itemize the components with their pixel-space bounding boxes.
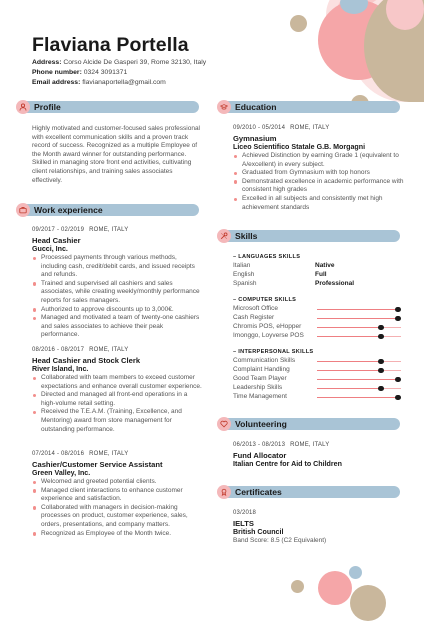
volunteering-meta: 06/2013 - 08/2013 ROME, ITALY	[233, 442, 330, 448]
section-title: Volunteering	[235, 419, 287, 429]
list-item: Graduated from Gymnasium with top honors	[233, 169, 405, 178]
job-bullets	[32, 374, 202, 434]
section-title: Certificates	[235, 487, 282, 497]
skill-row: Time Management	[233, 393, 287, 402]
profile-summary: Highly motivated and customer-focused sales professional with excellent communication skills and a proven track record of success. Recognized as a multiple Employee of the Month award winner for outstanding performance. Skilled in managing store front end activities, cultivating client relationships, and training sales associates effectively.	[32, 125, 201, 184]
list-item: Collaborated with team members to exceed customer expectations and enhance overall customer experience.	[32, 374, 202, 391]
section-title: Education	[235, 102, 277, 112]
candidate-name: Flaviana Portella	[32, 34, 189, 56]
section-header-profile	[16, 100, 199, 114]
list-item: Demonstrated excellence in academic performance with consistent high grades	[233, 178, 405, 195]
language-row: Italian Native	[233, 262, 335, 269]
job-meta: 07/2014 - 08/2016 ROME, ITALY	[32, 451, 129, 457]
contact-phone: Phone number: 0324 3091371	[32, 69, 128, 76]
section-header-volunteering	[217, 417, 400, 431]
section-title: Work experience	[34, 205, 103, 215]
list-item: Authorized to approve discounts up to 3,000€.	[32, 306, 202, 315]
list-item: Welcomed and greeted potential clients.	[32, 478, 202, 487]
certificate-name: IELTS	[233, 519, 254, 528]
education-school: Liceo Scientifico Statale G.B. Morgagni	[233, 143, 366, 151]
list-item: Recognized as Employee of the Month twice.	[32, 530, 202, 539]
skill-level-bar	[317, 361, 401, 362]
skill-level-bar	[317, 327, 401, 328]
certificate-issuer: British Council	[233, 528, 284, 536]
skill-row: Imonggo, Loyverse POS	[233, 332, 304, 341]
contact-address: Address: Corso Alcide De Gasperi 39, Rome 32130, Italy	[32, 59, 207, 66]
job-title: Head Cashier	[32, 236, 81, 245]
job-company: Green Valley, Inc.	[32, 469, 91, 477]
skill-row: Leadership Skills	[233, 384, 282, 393]
skill-level-bar	[317, 370, 401, 371]
list-item: Managed client interactions to enhance customer experience and satisfaction.	[32, 487, 202, 504]
skill-level-bar	[317, 309, 401, 310]
skill-level-bar	[317, 336, 401, 337]
skill-row: Microsoft Office	[233, 305, 278, 314]
interpersonal-skills-subheading: – INTERPERSONAL SKILLS	[233, 349, 314, 355]
skill-level-bar	[317, 388, 401, 389]
job-meta: 09/2017 - 02/2019 ROME, ITALY	[32, 227, 129, 233]
skill-row: Complaint Handling	[233, 366, 290, 375]
education-bullets	[233, 152, 405, 212]
job-title: Cashier/Customer Service Assistant	[32, 460, 163, 469]
skill-level-bar	[317, 397, 401, 398]
list-item: Managed and motivated a team of twenty-one cashiers and sales associates to achieve their peak performance.	[32, 314, 202, 340]
section-header-work-experience	[16, 203, 199, 217]
heart-icon	[217, 417, 231, 431]
list-item: Excelled in all subjects and consistently met high achievement standards	[233, 195, 405, 212]
contact-email: Email address: flavianaportella@gmail.com	[32, 79, 166, 86]
skill-row: Good Team Player	[233, 375, 287, 384]
list-item: Processed payments through various methods, including cash, credit/debit cards, and issued receipts and refunds.	[32, 254, 202, 280]
section-title: Profile	[34, 102, 61, 112]
certificate-detail: Band Score: 8.5 (C2 Equivalent)	[233, 537, 327, 544]
skill-level-bar	[317, 318, 401, 319]
education-meta: 09/2010 - 05/2014 ROME, ITALY	[233, 125, 330, 131]
section-header-education	[217, 100, 400, 114]
job-company: Gucci, Inc.	[32, 245, 68, 253]
languages-subheading: – LANGUAGES SKILLS	[233, 254, 301, 260]
graduation-cap-icon	[217, 100, 231, 114]
list-item: Trained and supervised all cashiers and sales associates, while creating weekly/monthly performance reports for sales managers.	[32, 280, 202, 306]
job-meta: 08/2016 - 08/2017 ROME, ITALY	[32, 347, 129, 353]
skill-level-bar	[317, 379, 401, 380]
briefcase-icon	[16, 203, 30, 217]
job-company: River Island, Inc.	[32, 365, 89, 373]
volunteering-role: Fund Allocator	[233, 451, 287, 460]
list-item: Received the T.E.A.M. (Training, Excellence, and Mentoring) award from store management for outstanding performance.	[32, 408, 202, 434]
certificate-date: 03/2018	[233, 510, 257, 516]
list-item: Collaborated with managers in decision-making processes on product, customer experience, sales, orders, presentations, and company matters.	[32, 504, 202, 530]
volunteering-org: Italian Centre for Aid to Children	[233, 460, 342, 468]
skill-row: Chromis POS, eHopper	[233, 323, 301, 332]
list-item: Achieved Distinction by earning Grade 1 (equivalent to A/excellent) in every subject.	[233, 152, 405, 169]
certificate-icon	[217, 485, 231, 499]
job-bullets	[32, 254, 202, 340]
section-title: Skills	[235, 231, 258, 241]
tools-icon	[217, 229, 231, 243]
language-row: English Full	[233, 271, 327, 278]
section-header-skills	[217, 229, 400, 243]
skill-row: Communication Skills	[233, 357, 295, 366]
section-header-certificates	[217, 485, 400, 499]
list-item: Directed and managed all front-end operations in a high-volume retail setting.	[32, 391, 202, 408]
computer-skills-subheading: – COMPUTER SKILLS	[233, 297, 297, 303]
job-bullets	[32, 478, 202, 538]
contact-block	[32, 58, 206, 88]
skill-row: Cash Register	[233, 314, 274, 323]
job-title: Head Cashier and Stock Clerk	[32, 356, 141, 365]
education-degree: Gymnasium	[233, 134, 277, 143]
language-row: Spanish Professional	[233, 280, 355, 287]
user-icon	[16, 100, 30, 114]
